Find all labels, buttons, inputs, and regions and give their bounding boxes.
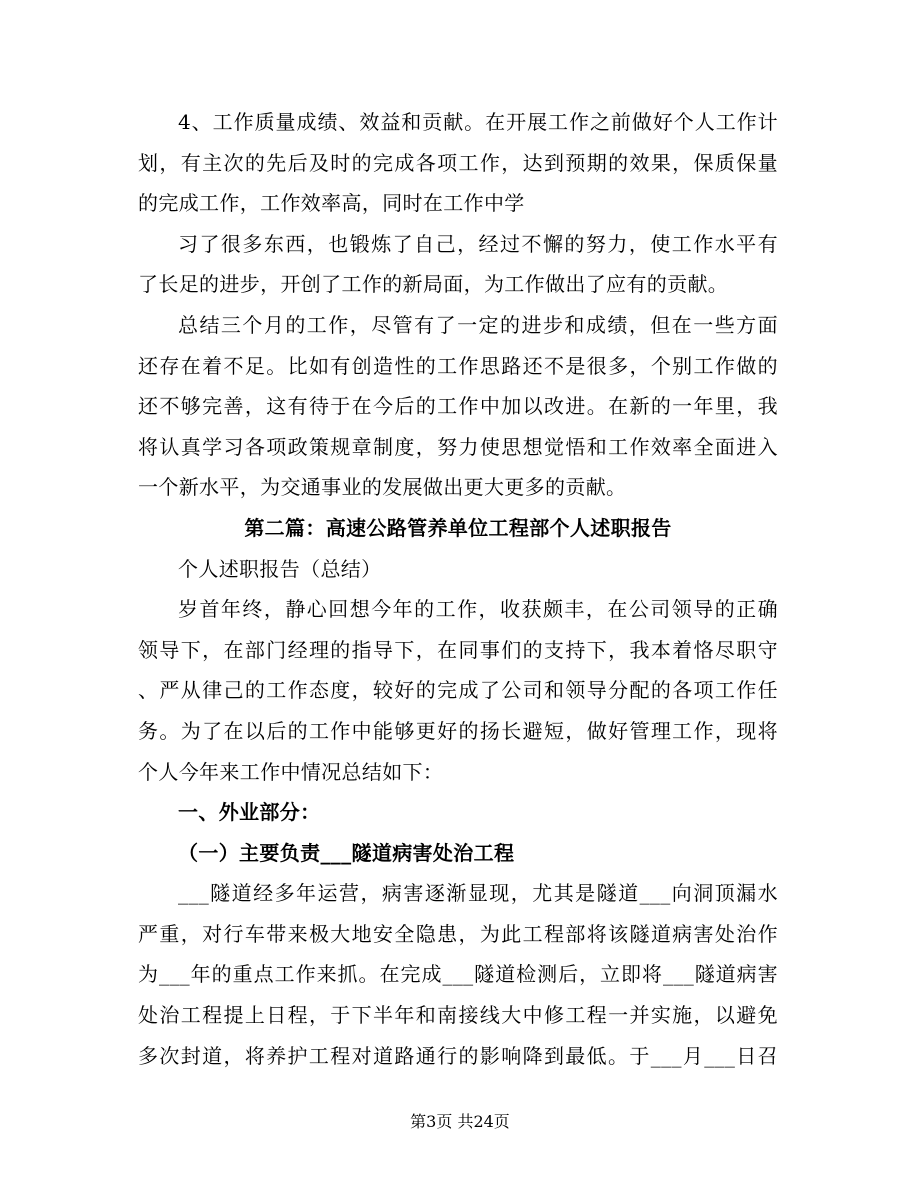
paragraph-line: 领导下，在部门经理的指导下，在同事们的支持下，我本着恪尽职守	[138, 637, 778, 662]
heading-outside-work: 一、外业部分：	[178, 800, 321, 825]
paragraph-line: 还存在着不足。比如有创造性的工作思路还不是很多，个别工作做的	[138, 353, 778, 378]
paragraph-line: 多次封道，将养护工程对道路通行的影响降到最低。于___月___日召	[138, 1043, 778, 1068]
paragraph-line: 严重，对行车带来极大地安全隐患，为此工程部将该隧道病害处治作	[138, 921, 778, 946]
paragraph-line: 的完成工作，工作效率高，同时在工作中学	[138, 191, 525, 216]
paragraph-line: 还不够完善，这有待于在今后的工作中加以改进。在新的一年里，我	[138, 394, 778, 419]
paragraph-line: 了长足的进步，开创了工作的新局面，为工作做出了应有的贡献。	[138, 272, 729, 297]
paragraph-line: 岁首年终，静心回想今年的工作，收获颇丰，在公司领导的正确	[178, 597, 778, 622]
paragraph-line: 务。为了在以后的工作中能够更好的扬长避短，做好管理工作，现将	[138, 718, 778, 743]
paragraph-line: 为___年的重点工作来抓。在完成___隧道检测后，立即将___隧道病害	[138, 962, 778, 987]
report-subtitle: 个人述职报告（总结）	[178, 556, 382, 581]
paragraph-line: 一个新水平，为交通事业的发展做出更大更多的贡献。	[138, 475, 627, 500]
paragraph-line: ___隧道经多年运营，病害逐渐显现，尤其是隧道___向洞顶漏水	[178, 881, 778, 906]
paragraph-line: 习了很多东西，也锻炼了自己，经过不懈的努力，使工作水平有	[178, 231, 778, 256]
paragraph-line: 划，有主次的先后及时的完成各项工作，达到预期的效果，保质保量	[138, 150, 778, 175]
paragraph-line: 将认真学习各项政策规章制度，努力使思想觉悟和工作效率全面进入	[138, 434, 778, 459]
paragraph-line: 4、工作质量成绩、效益和贡献。在开展工作之前做好个人工作计	[178, 110, 778, 134]
page-number-footer: 第3页 共24页	[410, 1112, 510, 1131]
paragraph-line: 处治工程提上日程，于下半年和南接线大中修工程一并实施，以避免	[138, 1003, 778, 1028]
section-title: 第二篇：高速公路管养单位工程部个人述职报告	[244, 515, 672, 540]
paragraph-line: 、严从律己的工作态度，较好的完成了公司和领导分配的各项工作任	[138, 678, 778, 703]
document-body	[138, 102, 778, 1076]
paragraph-line: 个人今年来工作中情况总结如下：	[138, 759, 444, 784]
paragraph-line: 总结三个月的工作，尽管有了一定的进步和成绩，但在一些方面	[178, 312, 778, 337]
heading-tunnel-project: （一）主要负责___隧道病害处治工程	[178, 840, 515, 865]
